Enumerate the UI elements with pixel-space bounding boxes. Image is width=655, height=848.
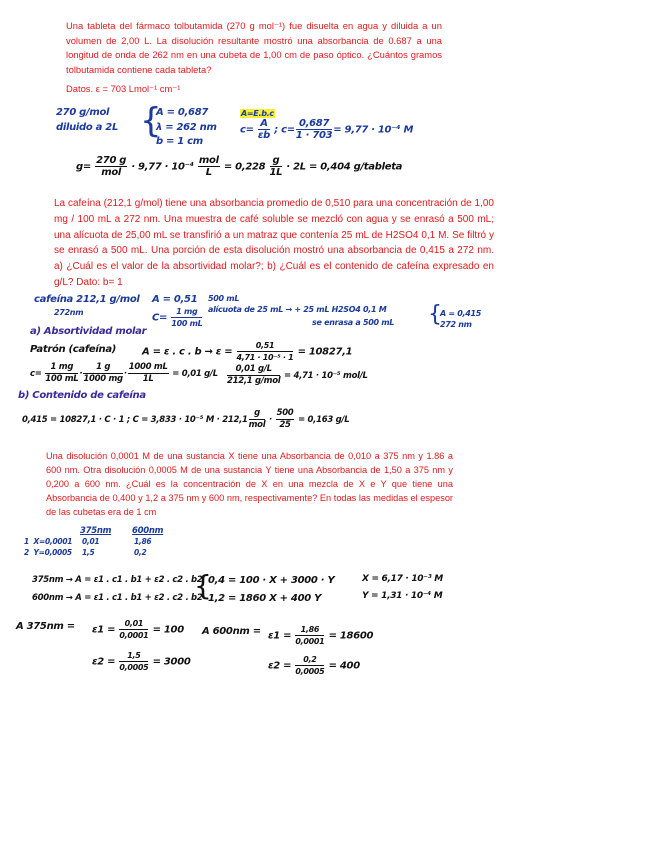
- hw-y-result: Y = 1,31 · 10⁻⁴ M: [362, 591, 443, 601]
- hw-conc-calc: c= $\frac{1 mg}{100 mL}$ · $\frac{1 g}{1000 mg}$ · $\frac{1000 mL}{1L}$ = 0,01 g/L: [30, 362, 218, 384]
- hw-a2-nm: 272 nm: [440, 320, 472, 329]
- hw-part-b-title: b) Contenido de cafeína: [18, 390, 146, 401]
- hw-sys-line-1: 375nm → A = ε1 . c1 . b1 + ε2 . c2 . b2: [32, 575, 203, 585]
- hw-patron: Patrón (cafeína): [30, 344, 117, 355]
- hw-e1-600: ε1 = $\frac{1,86}{0,0001}$ = 18600: [268, 625, 374, 646]
- hw-molar-mass: 270 g/mol: [56, 107, 110, 118]
- hw-epsilon-calc: A = ε . c . b → ε = $\frac{0,51}{\text{4,71 · 10⁻⁵ · 1}}$ = 10827,1: [142, 341, 353, 362]
- hw-lambda: λ = 262 nm: [156, 122, 217, 133]
- hw-e1-375: ε1 = $\frac{0,01}{0,0001}$ = 100: [92, 619, 184, 640]
- hw-diluido: diluido a 2L: [56, 122, 119, 133]
- problem-2-statement: La cafeína (212,1 g/mol) tiene una absorbancia promedio de 0,510 para una concentración de 1,00 mg / 100 mL a 272 nm. Una muestra de café soluble se mezcló con agua y se enrasó a 500 mL; una alícuota de 25,00 mL se transfirió a un matraz que contenía 25 mL de H2SO4 0,1 M. Se filtró y se enrasó a 500 mL. Una porción de esta disolución mostró una absorbancia de 0,415 a 272 nm. a) ¿Cuál es el valor de la absortividad molar?; b) ¿Cuál es el contenido de cafeína expresado en g/L? Dato: b= 1: [54, 198, 494, 288]
- hw-500ml: 500 mL: [208, 294, 240, 303]
- hw-sys-eq-1: 0,4 = 100 · X + 3000 · Y: [208, 575, 335, 586]
- problem-1-statement: Una tableta del fármaco tolbutamida (270 g mol⁻¹) fue disuelta en agua y diluida a un volumen de 2,00 L. La disolución resultante mostró una absorbancia de 0.687 a una longitud de onda de 262 nm en una cubeta de 1,00 cm de paso óptico. ¿Cuántos gramos tolbutamida contiene cada tableta?: [66, 20, 442, 75]
- hw-a2: A = 0,415: [440, 309, 482, 318]
- hw-a600-label: A 600nm =: [202, 626, 261, 637]
- hw-table-row-1-v1: 0,01: [82, 537, 100, 546]
- hw-brace: {: [140, 101, 162, 141]
- hw-cafeina-mm: cafeína 212,1 g/mol: [34, 294, 140, 305]
- hw-part-b-calc: 0,415 = 10827,1 · C · 1 ; C = 3,833 · 10⁻⁵ M · 212,1 g mol · $\frac{500}{25}$ = 0,163 g/L: [22, 408, 350, 430]
- hw-enrasado: se enrasa a 500 mL: [312, 318, 395, 327]
- hw-e2-375: ε2 = $\frac{1,5}{0,0005}$ = 3000: [92, 651, 191, 672]
- hw-table-row-2-v2: 0,2: [134, 548, 147, 557]
- hw-absorbance: A = 0,687: [156, 107, 209, 118]
- problem-3-statement: Una disolución 0,0001 M de una sustancia X tiene una Absorbancia de 0,010 a 375 nm y 1.86 a 600 nm. Otra disolución 0,0005 M de una sustancia Y tiene una Absorbancia de 1,50 a 375 nm y 0,200 a 600 nm. ¿Cuál es la concentración de X en una mezcla de X e Y que tiene una Absorbancia de 0,400 y 1,2 a 375 nm y 600 nm, respectivamente? En todas las medidas el espesor de las cubetas era de 1 cm: [46, 451, 453, 518]
- hw-table-row-1-v2: 1,86: [134, 537, 152, 546]
- hw-cafeina-nm: 272nm: [54, 308, 84, 317]
- hw-a375-label: A 375nm =: [16, 621, 75, 632]
- hw-table-header-375: 375nm: [80, 526, 112, 536]
- hw-molar-conc: 0,01 g/L 212,1 g/mol = 4,71 · 10⁻⁵ mol/L: [227, 364, 368, 386]
- hw-alicuota: alícuota de 25 mL → + 25 mL H2SO4 0,1 M: [208, 305, 387, 314]
- problem-1-data: Datos. ε = 703 Lmol⁻¹ cm⁻¹: [66, 83, 181, 94]
- hw-sys-line-2: 600nm → A = ε1 . c1 . b1 + ε2 . c2 . b2: [32, 593, 203, 603]
- hw-x-result: X = 6,17 · 10⁻³ M: [362, 574, 443, 584]
- hw-a1: A = 0,51: [152, 294, 198, 305]
- hw-part-a-title: a) Absortividad molar: [30, 326, 147, 337]
- hw-concentration: c= $\frac{A}{\varepsilon b}$ ; c= $\frac{0,687}{1 \cdot 703}$ = 9,77 · 10⁻⁴ M: [240, 118, 414, 141]
- hw-table-row-1: 1 X=0,0001: [24, 537, 73, 546]
- hw-table-header-600: 600nm: [132, 526, 164, 536]
- hw-sys-eq-2: 1,2 = 1860 X + 400 Y: [208, 593, 322, 604]
- hw-grams-per-tablet: g= 270 g mol · 9,77 · 10⁻⁴ mol L = 0,228 $\frac{g}{1L}$ · 2L = 0,404 g/tableta: [76, 155, 403, 178]
- hw-beer-law: A=E.b.c: [241, 109, 274, 118]
- hw-brace-2: {: [428, 302, 442, 327]
- hw-c1: C= $\frac{1 mg}{100 mL}$: [152, 307, 203, 328]
- hw-sys-brace: {: [194, 569, 212, 602]
- hw-table-row-2-v1: 1,5: [82, 548, 95, 557]
- hw-b: b = 1 cm: [156, 136, 203, 147]
- hw-e2-600: ε2 = $\frac{0,2}{0,0005}$ = 400: [268, 655, 360, 676]
- hw-table-row-2: 2 Y=0,0005: [24, 548, 72, 557]
